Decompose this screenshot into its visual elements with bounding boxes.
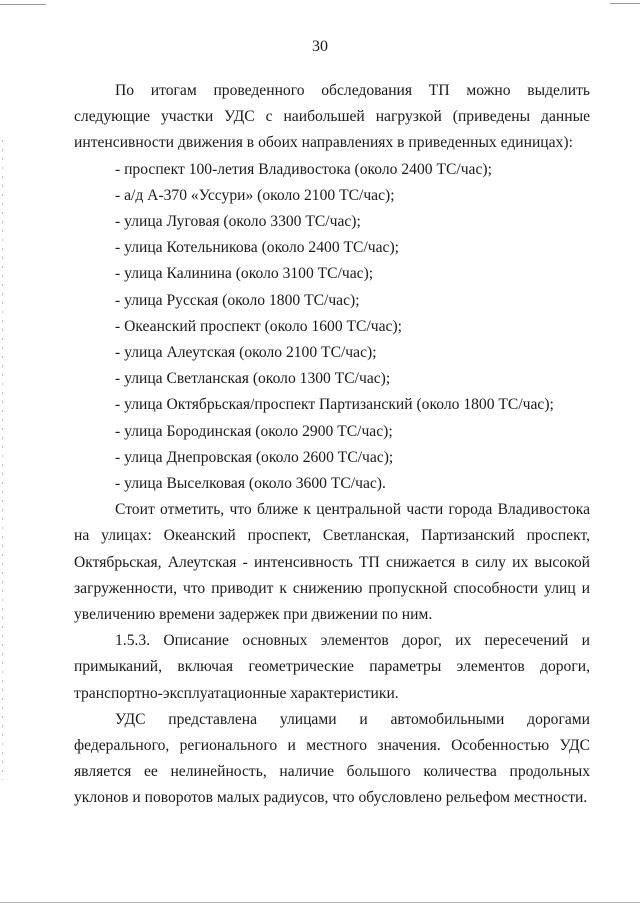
list-item: - улица Котельникова (около 2400 ТС/час); [115,239,399,257]
closing-paragraph: УДС представлена улицами и автомобильными дорогами федерального, регионального и местного значения. Особенностью УДС является ее нелинейность, наличие большого количества продольных уклонов и поворотов малых радиусов, что обусловлено рельефом местности. [74,710,590,807]
scan-edge-mark [0,4,46,5]
list-item: - улица Днепровская (около 2600 ТС/час); [115,448,394,466]
road-load-list [74,157,590,498]
document-body [74,78,590,812]
list-item: - Океанский проспект (около 1600 ТС/час); [115,317,402,335]
list-item: - улица Бородинская (около 2900 ТС/час); [115,422,393,440]
note-paragraph: Стоит отметить, что ближе к центральной части города Владивостока на улицах: Океанский проспект, Светланская, Партизанский проспект, Октябрьская, Алеутская - интенсивность ТП снижается в силу их высокой загруженности, что приводит к снижению пропускной способности улиц и увеличению времени задержек при движении по ним. [74,501,590,624]
intro-paragraph: По итогам проведенного обследования ТП можно выделить следующие участки УДС с наибольшей нагрузкой (приведены данные интенсивности движения в обоих направлениях в приведенных единицах): [74,82,590,152]
list-item: - улица Светланская (около 1300 ТС/час); [115,370,391,388]
list-item: - улица Алеутская (около 2100 ТС/час); [115,344,377,362]
page-number: 30 [312,38,328,55]
list-item: - улица Калинина (около 3100 ТС/час); [115,265,374,283]
scan-bottom-edge [0,902,640,903]
list-item: - проспект 100-летия Владивостока (около 2400 ТС/час); [115,160,492,178]
list-item: - улица Луговая (около 3300 ТС/час); [115,213,361,231]
list-item: - улица Русская (около 1800 ТС/час); [115,291,360,309]
list-item: - улица Выселковая (около 3600 ТС/час). [115,475,386,493]
list-item: - улица Октябрьская/проспект Партизанский (около 1800 ТС/час); [115,396,554,414]
scan-edge-mark [610,3,640,4]
section-heading: 1.5.3. Описание основных элементов дорог, их пересечений и примыканий, включая геометрические параметры элементов дороги, транспортно-эксплуатационные характеристики. [74,632,590,702]
list-item: - а/д А-370 «Уссури» (около 2100 ТС/час); [115,186,395,204]
binding-margin-marks [2,140,3,780]
